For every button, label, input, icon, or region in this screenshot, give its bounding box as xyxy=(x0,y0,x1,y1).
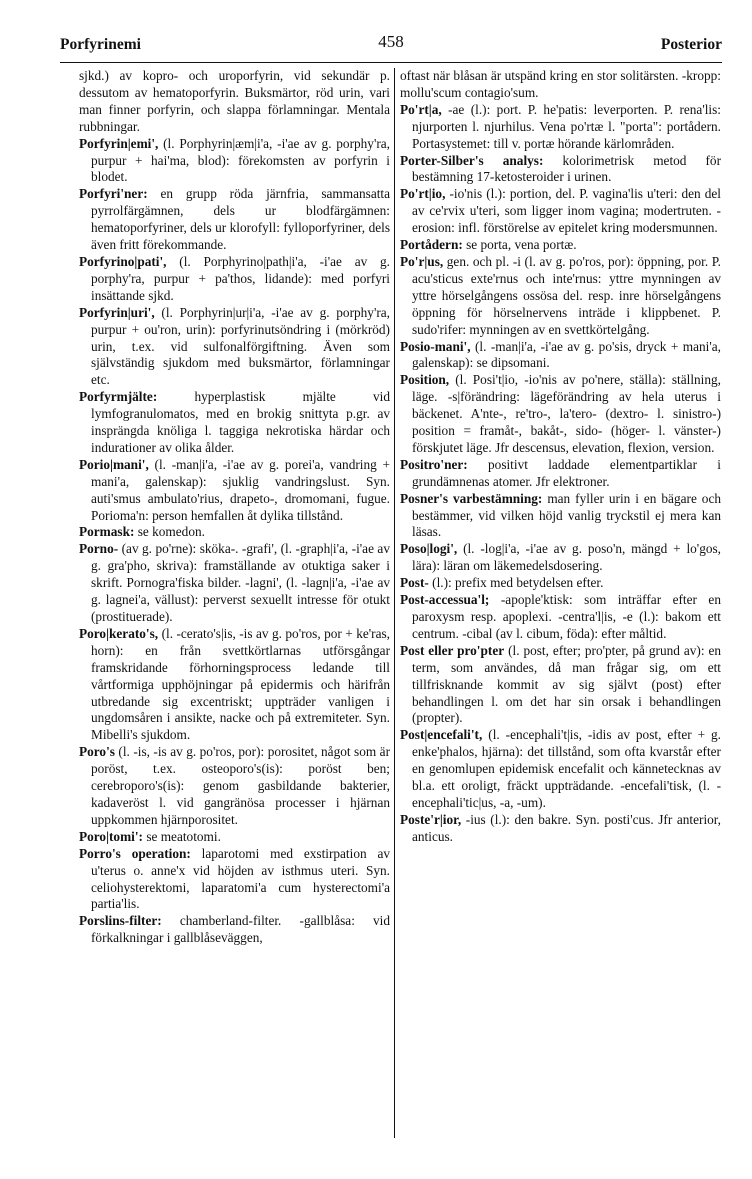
dictionary-entry xyxy=(400,592,721,643)
entry-headword: Poro|kerato's, xyxy=(79,625,159,641)
dictionary-entry xyxy=(400,68,721,102)
entry-definition: chamberland-filter. -gallblåsa: vid förkalkningar i gallblåseväggen, xyxy=(91,913,391,946)
entry-headword: Poste'r|ior, xyxy=(400,811,462,827)
dictionary-entry xyxy=(79,846,390,914)
entry-headword: Po'rt|io, xyxy=(400,186,446,202)
entry-headword: Posio-mani', xyxy=(400,338,471,354)
entry-definition: (l. -is, -is av g. po'ros, por): porositet, något som är poröst, t.ex. osteoporo's(is): poröst ben; cerebroporo's(is): genom gasbildande bakterier, kadaveröst l. vid gangränösa processer i hjärnan uppkommen hjärnporositet. xyxy=(91,744,390,827)
entry-definition: sjkd.) av kopro- och uroporfyrin, vid sekundär p. dessutom av hematoporfyrin. Buksmärtor, röd urin, vari man finner porfyrin, och slappa förlamningar. Mentala rubbningar. xyxy=(79,68,390,134)
entry-definition: en grupp röda järnfria, sammansatta pyrrolfärgämnen, dels ur blodfärgämnen: hematoporfyriner, dels ur klorofyll: fylloporfyriner, dels även fritt förekommande. xyxy=(91,186,391,253)
entry-headword: Poro|tomi': xyxy=(79,828,143,844)
entry-definition: (l. -log|i'a, -i'ae av g. poso'n, mängd + lo'gos, lära): läran om läkemedelsdosering. xyxy=(412,541,722,574)
dictionary-entry xyxy=(400,254,721,339)
page-number: 458 xyxy=(378,32,404,51)
dictionary-entry xyxy=(79,389,390,457)
entry-definition: man fyller urin i en bägare och bestämmer, vid vilken höjd vanlig tryckstil ej mera kan läsas. xyxy=(412,490,721,540)
dictionary-entry xyxy=(400,575,721,592)
entry-definition: laparotomi med exstirpation av u'terus o. anne'x vid höjden av isthmus uteri. Syn. celiohysterektomi, laparatomi'a cum hysterectomi'a partia'lis. xyxy=(91,845,391,912)
entry-definition: (l. -encephali't|is, -idis av post, efter + g. enke'phalos, hjärna): det tillstånd, som ofta kvarstår efter en genomlupen epidemisk encefalit och kännetecknas av bl.a. ett oroligt, fräckt uppträdande. -encefali'tisk, (l. -encephali'tic|us, -a, -um). xyxy=(412,727,721,810)
entry-definition: (l. Posi't|io, -io'nis av po'nere, ställa): ställning, läge. -s|förändring: lägeförändring av hela uterus i bäckenet. A'nte-, re'tro-, la'tero- (dextro- l. sinistro-) position = framåt-, bakåt-, sido- (höger- l. vänster-) förskjutet läge. Jfr descensus, elevation, flexion, version. xyxy=(412,372,721,455)
entry-headword: Porfyrino|pati', xyxy=(79,253,167,269)
dictionary-entry xyxy=(400,491,721,542)
dictionary-entry xyxy=(79,457,390,525)
entry-definition: (l. post, efter; pro'pter, på grund av): en term, som användes, då man frågar sig, om ett tillfrisknande kommit av sig självt (post) efter behandlingen l. om det har sin orsak i behandlingen (propter). xyxy=(412,642,721,726)
entry-headword: Po'rt|a, xyxy=(400,101,442,117)
entry-definition: -ius (l.): den bakre. Syn. posti'cus. Jfr anterior, anticus. xyxy=(412,811,722,844)
dictionary-entry xyxy=(79,136,390,187)
entry-definition: (l. -cerato's|is, -is av g. po'ros, por + ke'ras, horn): en från svettkörtlarnas utförsgångar framskridande förhorningsprocess ledande till vårtformiga upphöjningar på epidermis och härifrån utbredande sig excentriskt; uppträder vanligen i ungdomsåren i ansikte, nacke och på extremiteter. Syn. Mibelli's sjukdom. xyxy=(91,625,390,743)
dictionary-entry xyxy=(400,372,721,457)
header-rule xyxy=(60,62,722,63)
entry-headword: Portådern: xyxy=(400,237,463,253)
entry-definition: (l. Porphyrin|ur|i'a, -i'ae av g. porphy'ra, purpur + ou'ron, urin): porfyrinutsöndring i (mörkröd) urin, t.ex. vid sulfonalförgiftning. Även som självständig sjukdom med buksmärtor, förlamningar etc. xyxy=(91,304,390,388)
entry-headword: Po'r|us, xyxy=(400,253,444,269)
dictionary-entry xyxy=(79,744,390,829)
entry-definition: (l.): prefix med betydelsen efter. xyxy=(432,575,604,591)
entry-definition: (l. -man|i'a, -i'ae av g. po'sis, dryck + mani'a, galenskap): se dipsomani. xyxy=(412,338,721,371)
dictionary-entry xyxy=(400,237,721,254)
dictionary-entry xyxy=(79,524,390,541)
entry-headword: Porro's operation: xyxy=(79,845,191,861)
entry-headword: Porio|mani', xyxy=(79,456,149,472)
entry-definition: (av g. po'rne): sköka-. -grafi', (l. -graph|i'a, -i'ae av g. gra'pho, skriva): framställande av otuktiga saker i skrift. Pornogra'fiska bilder. -lagni', (l. -lagn|i'a, -i'ae av g. lagnei'a, vällust): perverst sexuellt intresse för otukt (prostituerade). xyxy=(91,541,390,624)
column-divider xyxy=(394,68,395,1138)
page-header xyxy=(60,30,722,60)
dictionary-entry xyxy=(400,541,721,575)
entry-headword: Porslins-filter: xyxy=(79,913,162,929)
entry-definition: se porta, vena portæ. xyxy=(466,237,577,253)
entry-headword: Post eller pro'pter xyxy=(400,642,505,658)
dictionary-entry xyxy=(79,68,390,136)
entry-headword: Poso|logi', xyxy=(400,541,458,557)
entry-headword: Poro's xyxy=(79,744,115,760)
dictionary-entry xyxy=(400,812,721,846)
entry-definition: -apople'ktisk: som inträffar efter en paroxysm resp. apoplexi. -centra'l|is, -e (l.): bakom ett centrum. -cibal (av l. cibum, föda): efter måltid. xyxy=(412,592,721,641)
entry-headword: Post-accessua'l; xyxy=(400,592,490,608)
entry-headword: Pormask: xyxy=(79,524,135,540)
dictionary-entry xyxy=(400,727,721,812)
entry-headword: Porfyrin|emi', xyxy=(79,135,159,151)
entry-definition: (l. Porphyrino|path|i'a, -i'ae av g. porphy'ra, purpur + pa'thos, lidande): med porfyri insättande sjkd. xyxy=(91,253,390,303)
entry-headword: Porno- xyxy=(79,541,119,557)
dictionary-entry xyxy=(79,626,390,744)
dictionary-entry xyxy=(79,254,390,305)
entry-definition: oftast när blåsan är utspänd kring en stor solitärsten. -kropp: mollu'scum contagio'sum. xyxy=(400,68,721,100)
entry-definition: (l. -man|i'a, -i'ae av g. porei'a, vandring + mani'a, galenskap): sjuklig vandringslust. Syn. auti'smus ambulato'rius, drapeto-, dromomani, fugue. Porioma'n: person hemfallen åt dylika tillstånd. xyxy=(91,456,390,523)
entry-definition: (l. Porphyrin|æm|i'a, -i'ae av g. porphy'ra, purpur + hai'ma, blod): förekomsten av porfyrin i blodet. xyxy=(91,135,390,185)
entry-headword: Porter-Silber's analys: xyxy=(400,152,544,168)
entry-definition: -ae (l.): port. P. he'patis: leverporten. P. rena'lis: njurporten l. njurhilus. Vena po'rtæ l. "porta": portådern. Portasystemet: till v. portæ hörande kärlområden. xyxy=(412,101,721,151)
entry-headword: Position, xyxy=(400,372,450,388)
running-head-right: Posterior xyxy=(660,36,722,53)
entry-headword: Post|encefali't, xyxy=(400,727,483,743)
entry-headword: Porfyrmjälte: xyxy=(79,389,158,405)
entry-definition: se komedon. xyxy=(137,524,205,540)
entry-definition: hyperplastisk mjälte vid lymfogranulomatos, med en brokig snittyta p.gr. av insprängda knöliga l. taggiga nekrotiska härdar och indurationer av olika ålder. xyxy=(91,389,390,455)
dictionary-entry xyxy=(400,643,721,728)
dictionary-entry xyxy=(400,339,721,373)
entry-definition: positivt laddade elementpartiklar i grundämnenas atomer. Jfr elektroner. xyxy=(412,456,721,489)
running-head-left: Porfyrinemi xyxy=(60,36,141,53)
entry-definition: se meatotomi. xyxy=(146,828,221,844)
dictionary-entry xyxy=(400,102,721,153)
dictionary-entry xyxy=(79,913,390,947)
dictionary-entry xyxy=(79,186,390,254)
entry-headword: Positro'ner: xyxy=(400,456,468,472)
entry-headword: Post- xyxy=(400,575,429,591)
entry-headword: Posner's varbestämning: xyxy=(400,490,543,506)
dictionary-entry xyxy=(79,829,390,846)
entry-definition: kolorimetrisk metod för bestämning 17-ketosteroider i urinen. xyxy=(412,152,722,185)
entry-definition: gen. och pl. -i (l. av g. po'ros, por): öppning, por. P. acu'sticus exte'rnus och inte'rnus: yttre mynningen av yttre hörselgångens ossösa del. resp. inre hörselgångens öppning för hörselnervens inträde i klippbenet. P. sudo'rifer: mynningen av en svettkörtelgång. xyxy=(412,253,721,337)
entry-definition: -io'nis (l.): portion, del. P. vagina'lis u'teri: den del av ce'rvix u'teri, som ligger inom vagina; modertruten. -erosion: infl. förstörelse av epitelet kring modersmunnen. xyxy=(412,186,721,236)
left-column xyxy=(79,68,390,947)
entry-headword: Porfyrin|uri', xyxy=(79,304,155,320)
dictionary-entry xyxy=(400,186,721,237)
dictionary-entry xyxy=(79,305,390,390)
dictionary-entry xyxy=(400,457,721,491)
dictionary-entry xyxy=(400,153,721,187)
dictionary-entry xyxy=(79,541,390,626)
entry-headword: Porfyri'ner: xyxy=(79,186,148,202)
right-column xyxy=(400,68,721,846)
